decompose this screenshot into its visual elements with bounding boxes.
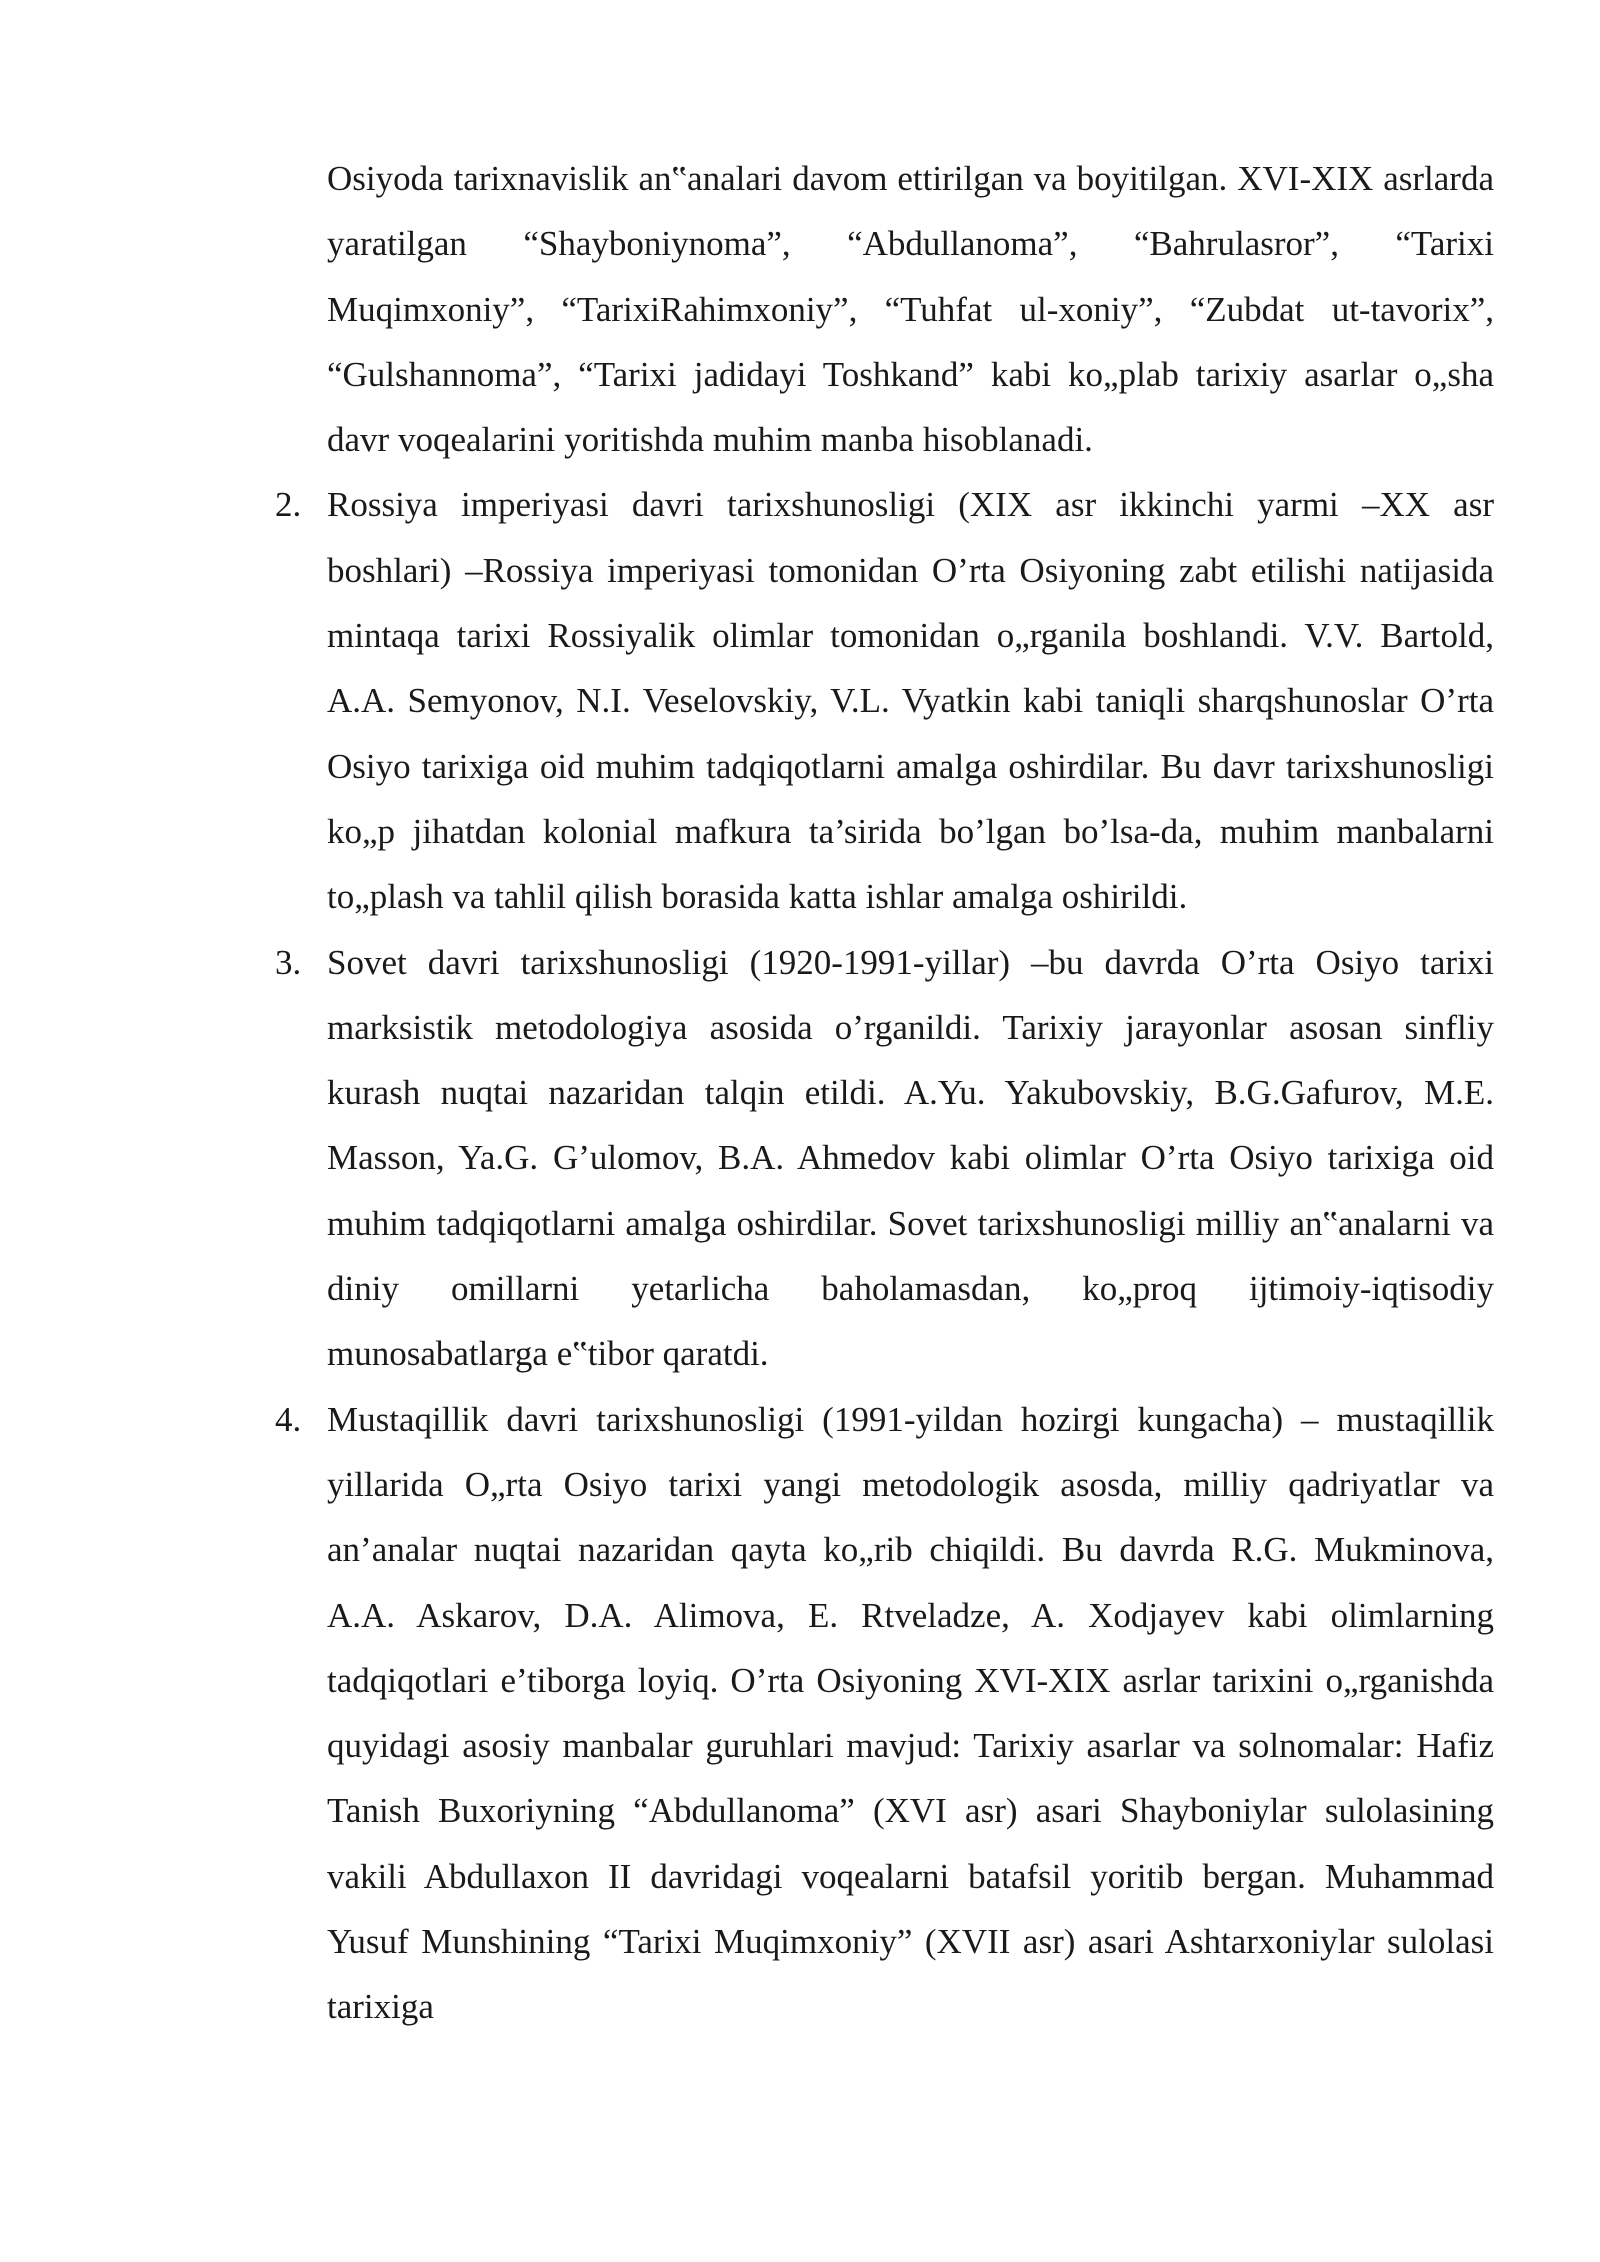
list-item-text: Mustaqillik davri tarixshunosligi (1991-yildan hozirgi kungacha) – mustaqillik yillarida O„rta Osiyo tarixi yangi metodologik asosda, milliy qadriyatlar va an’analar nuqtai nazaridan qayta ko„rib chiqildi. Bu davrda R.G. Mukminova, A.A. Askarov, D.A. Alimova, E. Rtveladze, A. Xodjayev kabi olimlarning tadqiqotlari e’tiborga loyiq. O’rta Osiyoning XVI-XIX asrlar tarixini o„rganishda quyidagi asosiy manbalar guruhlari mavjud: Tarixiy asarlar va solnomalar: Hafiz Tanish Buxoriyning “Abdullanoma” (XVI asr) asari Shayboniylar sulolasining vakili Abdullaxon II davridagi voqealarni batafsil yoritib bergan. Muhammad Yusuf Munshining “Tarixi Muqimxoniy” (XVII asr) asari Ashtarxoniylar sulolasi tarixiga [327, 1399, 1494, 2027]
intro-paragraph: Osiyoda tarixnavislik an‟analari davom ettirilgan va boyitilgan. XVI-XIX asrlarda yaratilgan “Shayboniynoma”, “Abdullanoma”, “Bahrulasror”, “Tarixi Muqimxoniy”, “TarixiRahimxoniy”, “Tuhfat ul-xoniy”, “Zubdat ut-tavorix”, “Gulshannoma”, “Tarixi jadidayi Toshkand” kabi ko„plab tarixiy asarlar o„sha davr voqealarini yoritishda muhim manba hisoblanadi. [327, 159, 1494, 460]
list-item-text: Sovet davri tarixshunosligi (1920-1991-yillar) –bu davrda O’rta Osiyo tarixi marksistik metodologiya asosida o’rganildi. Tarixiy jarayonlar asosan sinfliy kurash nuqtai nazaridan talqin etildi. A.Yu. Yakubovskiy, B.G.Gafurov, M.E. Masson, Ya.G. G’ulomov, B.A. Ahmedov kabi olimlar O’rta Osiyo tarixiga oid muhim tadqiqotlarni amalga oshirdilar. Sovet tarixshunosligi milliy an‟analarni va diniy omillarni yetarlicha baholamasdan, ko„proq ijtimoiy-iqtisodiy munosabatlarga e‟tibor qaratdi. [327, 942, 1494, 1374]
list-item [275, 1387, 1494, 2040]
numbered-list [275, 472, 1494, 2039]
list-item [275, 472, 1494, 929]
list-item [275, 930, 1494, 1387]
page-body [275, 146, 1494, 2040]
list-item-text: Rossiya imperiyasi davri tarixshunosligi (XIX asr ikkinchi yarmi –XX asr boshlari) –Rossiya imperiyasi tomonidan O’rta Osiyoning zabt etilishi natijasida mintaqa tarixi Rossiyalik olimlar tomonidan o„rganila boshlandi. V.V. Bartold, A.A. Semyonov, N.I. Veselovskiy, V.L. Vyatkin kabi taniqli sharqshunoslar O’rta Osiyo tarixiga oid muhim tadqiqotlarni amalga oshirdilar. Bu davr tarixshunosligi ko„p jihatdan kolonial mafkura ta’sirida bo’lgan bo’lsa-da, muhim manbalarni to„plash va tahlil qilish borasida katta ishlar amalga oshirildi. [327, 485, 1494, 917]
list-item-number: 2. [275, 485, 302, 525]
list-item-number: 4. [275, 1399, 302, 1439]
list-item-number: 3. [275, 942, 302, 982]
